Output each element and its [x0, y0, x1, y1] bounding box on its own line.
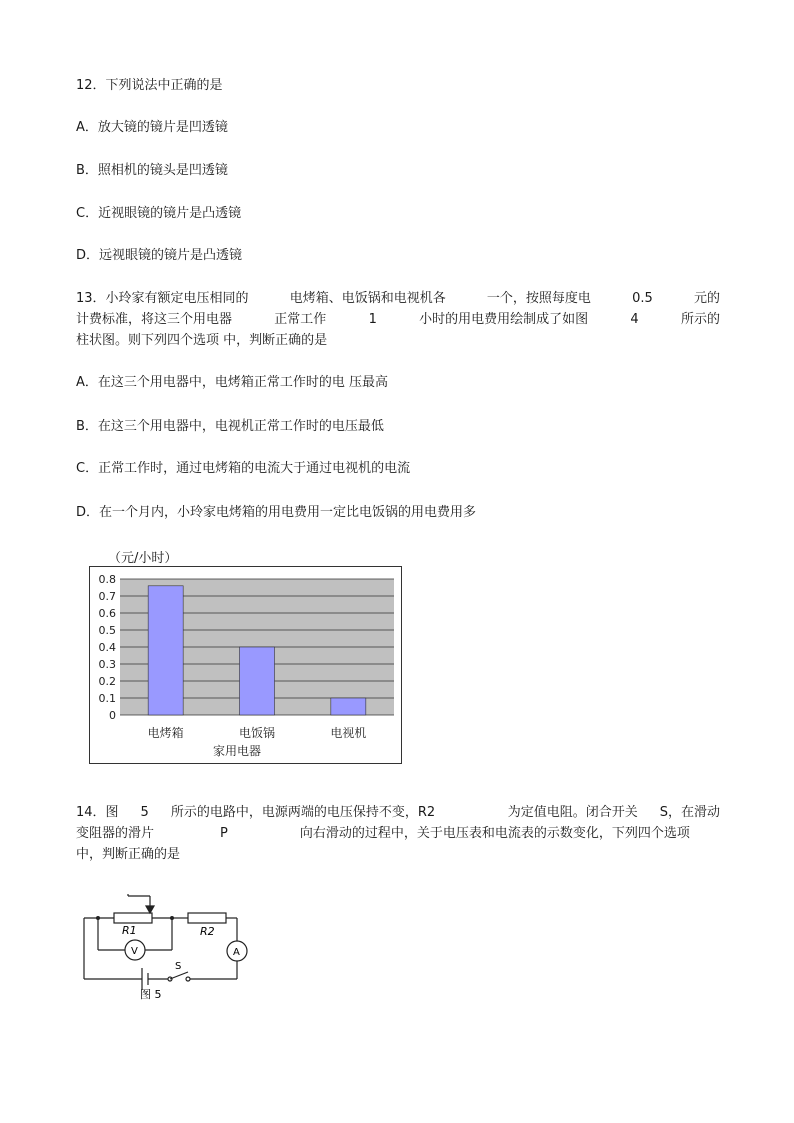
y-tick-label: 0.7 [98, 590, 116, 603]
r2-label: R2 [200, 925, 215, 938]
bar-1 [148, 586, 183, 715]
q14-stem-seg: S，在滑动 [659, 805, 720, 820]
switch-blade [170, 972, 188, 979]
q13-option-c: C．正常工作时，通过电烤箱的电流大于通过电视机的电流 [76, 461, 411, 476]
y-tick-label: 0 [109, 709, 116, 722]
q13-stem-seg: 0.5 [632, 291, 653, 306]
y-tick-label: 0.4 [98, 641, 116, 654]
q13-option-d: D．在一个月内，小玲家电烤箱的用电费用一定比电饭锅的用电费用多 [76, 505, 477, 520]
q14-stem-seg: 14．图 [76, 805, 119, 820]
q13-stem-seg: 所示的 [680, 312, 720, 327]
resistor-r2 [188, 913, 226, 923]
q13-stem-seg: 一个，按照每度电 [486, 291, 591, 306]
q13-stem-seg: 元的 [693, 291, 720, 306]
switch-label: S [175, 961, 182, 972]
y-tick-label: 0.8 [98, 573, 116, 586]
x-axis-title: 家用电器 [212, 744, 262, 758]
q14-stem-seg: P [220, 826, 228, 841]
q14-stem [76, 802, 720, 865]
q14-stem-seg: 向右滑动的过程中，关于电压表和电流表的示数变化，下列四个选项 [299, 826, 690, 841]
q13-stem-line3: 柱状图。则下列四个选项 中，判断正确的是 [76, 333, 328, 348]
x-category-label: 电视机 [330, 726, 367, 740]
x-category-label: 电烤箱 [147, 726, 184, 740]
r1-label: R1 [122, 924, 137, 937]
q14-stem-seg: 为定值电阻。闭合开关 [507, 805, 638, 820]
q13-stem-seg: 1 [368, 312, 377, 327]
q14-stem-line3: 中，判断正确的是 [76, 847, 181, 862]
q14-stem-seg: 所示的电路中，电源两端的电压保持不变，R2 [170, 805, 436, 820]
q13-stem-seg: 电烤箱、电饭锅和电视机各 [289, 291, 446, 306]
chart-unit-label: （元/小时） [108, 551, 178, 566]
y-tick-label: 0.2 [98, 675, 116, 688]
q12-option-d: D．远视眼镜的镜片是凸透镜 [76, 248, 243, 263]
bar-3 [331, 698, 366, 715]
q13-option-a: A．在这三个用电器中，电烤箱正常工作时的电 压最高 [76, 375, 389, 390]
y-tick-label: 0.5 [98, 624, 116, 637]
q13-stem-seg: 13．小玲家有额定电压相同的 [76, 291, 249, 306]
ammeter-label: A [233, 947, 240, 958]
q12-option-a: A．放大镜的镜片是凹透镜 [76, 120, 228, 135]
q12-option-c: C．近视眼镜的镜片是凸透镜 [76, 206, 242, 221]
q13-stem-seg: 4 [630, 312, 639, 327]
q14-stem-seg: 5 [140, 805, 149, 820]
y-tick-label: 0.6 [98, 607, 116, 620]
rheostat-r1 [114, 913, 152, 923]
bar-2 [240, 647, 275, 715]
q13-option-b: B．在这三个用电器中，电视机正常工作时的电压最低 [76, 419, 384, 434]
q12-stem: 12．下列说法中正确的是 [76, 78, 223, 93]
q12-option-b: B．照相机的镜头是凹透镜 [76, 163, 228, 178]
figure-caption: 图 5 [140, 988, 162, 1001]
q13-stem [76, 288, 720, 351]
bar-chart [90, 567, 401, 763]
voltmeter-label: V [131, 946, 138, 957]
y-tick-label: 0.1 [98, 692, 116, 705]
circuit-diagram [78, 888, 258, 1003]
bar-chart-frame [89, 566, 402, 764]
y-tick-label: 0.3 [98, 658, 116, 671]
q14-stem-seg: 变阻器的滑片 [76, 826, 155, 841]
q13-stem-seg: 计费标准，将这三个用电器 [76, 312, 233, 327]
q13-stem-seg: 正常工作 [274, 312, 327, 327]
switch-contact [186, 977, 190, 981]
x-category-label: 电饭锅 [238, 726, 276, 740]
q13-stem-seg: 小时的用电费用绘制成了如图 [419, 312, 589, 327]
